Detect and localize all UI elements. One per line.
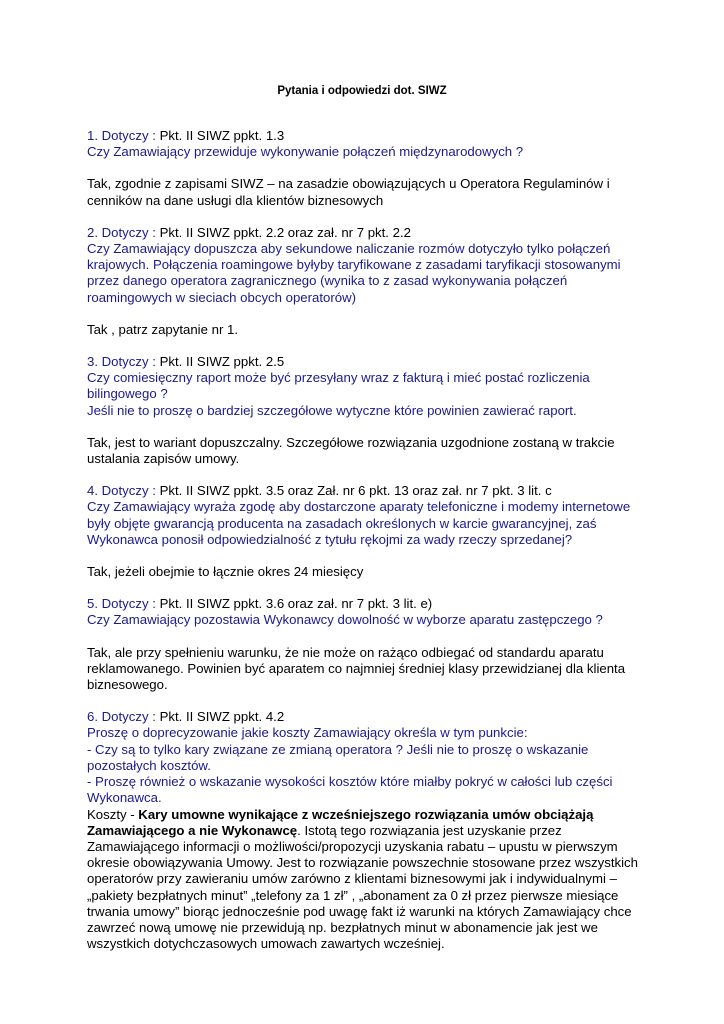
q4-heading: [87, 483, 647, 499]
q6-question-item-1: - Czy są to tylko kary związane ze zmianą operatora ? Jeśli nie to proszę o wskazanie pozostałych kosztów.: [87, 741, 589, 773]
q6-answer-rest: . Istotą tego rozwiązania jest uzyskanie przez Zamawiającego informacji o możliwości/propozycji uzyskania rabatu – upustu w pierwszym okresie obowiązywania Umowy. Jest to rozwiązanie powszechnie stosowane przez wszystkich operatorów przy zawieraniu umów zarówno z klientami biznesowymi jak i indywidualnymi – „pakiety bezpłatnych minut” „telefony za 1 zł” , „abonament za 0 zł przez pierwsze miesiące trwania umowy” biorąc jednocześnie pod uwagę fakt iż warunki na których Zamawiający chce zawrzeć nową umowę nie przewidują np. bezpłatnych minut w abonamencie jak jest we wszystkich dotychczasowych umowach zawartych wcześniej.: [87, 822, 638, 952]
q6-answer-lead: Koszty -: [87, 806, 139, 822]
q5-answer: Tak, ale przy spełnieniu warunku, że nie może on rażąco odbiegać od standardu aparatu reklamowanego. Powinien być aparatem co najmniej średniej klasy przewidzianej dla klienta biznesowego.: [87, 644, 626, 693]
q1-question: Czy Zamawiający przewiduje wykonywanie połączeń międzynarodowych ?: [87, 144, 524, 160]
q5-question: Czy Zamawiający pozostawia Wykonawcy dowolność w wyborze aparatu zastępczego ?: [87, 612, 603, 628]
q1-heading: [87, 128, 647, 144]
q6-label: 6. Dotyczy :: [87, 709, 160, 725]
q1-label: 1. Dotyczy :: [87, 128, 160, 143]
q6-ref: Pkt. II SIWZ ppkt. 4.2: [159, 709, 285, 725]
q6-question: Proszę o doprecyzowanie jakie koszty Zamawiający określa w tym punkcie:: [87, 725, 528, 741]
q3-heading: [87, 354, 647, 370]
q5-heading: [87, 596, 647, 612]
q4-answer: Tak, jeżeli obejmie to łącznie okres 24 miesięcy: [87, 564, 364, 580]
q3-question: Czy comiesięczny raport może być przesyłany wraz z fakturą i mieć postać rozliczenia bilingowego ?: [87, 370, 590, 402]
document-content: [87, 128, 647, 952]
q5-ref: Pkt. II SIWZ ppkt. 3.6 oraz zał. nr 7 pkt. 3 lit. e): [159, 596, 433, 612]
q4-question: Czy Zamawiający wyraża zgodę aby dostarczone aparaty telefoniczne i modemy internetowe były objęte gwarancją producenta na zasadach określonych w karcie gwarancyjnej, zaś Wykonawca ponosił odpowiedzialność z tytułu rękojmi za wady rzeczy sprzedanej?: [87, 499, 631, 547]
q6-answer-bold: Kary umowne wynikające z wcześniejszego rozwiązania umów obciążają Zamawiającego a nie Wykonawcę: [87, 806, 594, 838]
q6-question-item-2: - Proszę również o wskazanie wysokości kosztów które miałby pokryć w całości lub części Wykonawca.: [87, 774, 613, 806]
q5-label: 5. Dotyczy :: [87, 596, 160, 612]
q3-answer: Tak, jest to wariant dopuszczalny. Szczegółowe rozwiązania uzgodnione zostaną w trakcie ustalania zapisów umowy.: [87, 434, 615, 467]
q1-ref: Pkt. II SIWZ ppkt. 1.3: [159, 128, 285, 143]
q3-label: 3. Dotyczy :: [87, 354, 160, 370]
q1-answer: Tak, zgodnie z zapisami SIWZ – na zasadzie obowiązujących u Operatora Regulaminów i cenników na dane usługi dla klientów biznesowych: [87, 176, 610, 208]
document-title: Pytania i odpowiedzi dot. SIWZ: [277, 85, 447, 97]
q3-question-followup: Jeśli nie to proszę o bardziej szczegółowe wytyczne które powinien zawierać raport.: [87, 402, 577, 418]
q4-label: 4. Dotyczy :: [87, 483, 160, 499]
q2-ref: Pkt. II SIWZ ppkt. 2.2 oraz zał. nr 7 pkt. 2.2: [159, 224, 411, 240]
q6-heading: [87, 709, 647, 725]
q6-answer: [87, 807, 647, 953]
q3-ref: Pkt. II SIWZ ppkt. 2.5: [159, 354, 285, 370]
q2-label: 2. Dotyczy :: [87, 224, 160, 240]
q2-question: Czy Zamawiający dopuszcza aby sekundowe naliczanie rozmów dotyczyło tylko połączeń krajowych. Połączenia roamingowe byłyby taryfikowane z zasadami taryfikacji stosowanymi przez danego operatora zagranicznego (wynika to z zasad wykonywania połączeń roamingowych w sieciach obcych operatorów): [87, 241, 621, 305]
q2-heading: [87, 225, 647, 241]
q2-answer: Tak , patrz zapytanie nr 1.: [87, 321, 238, 337]
q4-ref: Pkt. II SIWZ ppkt. 3.5 oraz Zał. nr 6 pkt. 13 oraz zał. nr 7 pkt. 3 lit. c: [159, 483, 552, 499]
